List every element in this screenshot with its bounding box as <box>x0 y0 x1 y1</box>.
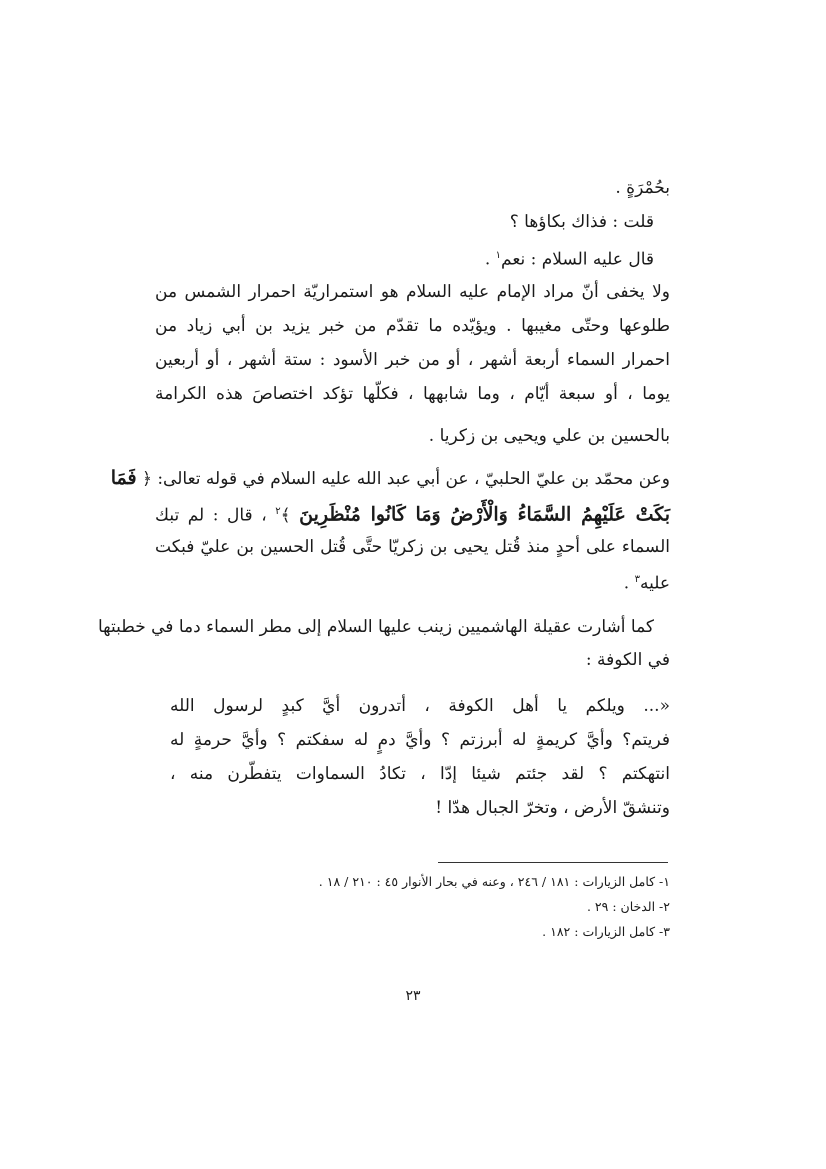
text: ، قال : لم تبك <box>155 505 276 526</box>
quran-verse: فَمَا <box>110 467 137 489</box>
quote-line: «... ويلكم يا أهل الكوفة ، أتدرون أيَّ كبدٍ لرسول الله <box>170 696 670 716</box>
quote-line: انتهكتم ؟ لقد جئتم شيئا إدّا ، تكادُ السماوات يتفطّرن منه ، <box>170 764 670 784</box>
text-line: ولا يخفى أنّ مراد الإمام عليه السلام هو استمراريّة احمرار الشمس من <box>155 282 670 302</box>
quote-line: وتنشقّ الأرض ، وتخرّ الجبال هدّا ! <box>435 798 670 818</box>
text-line: بحُمْرَةٍ . <box>615 178 670 198</box>
text: . <box>484 249 496 270</box>
text-line: بالحسين بن علي ويحيى بن زكريا . <box>428 426 670 446</box>
text: . <box>623 573 635 594</box>
text-line: في الكوفة : <box>585 650 670 670</box>
text-line: السماء على أحدٍ منذ قُتل يحيى بن زكريّا حتَّى قُتل الحسين بن عليّ فبكت <box>155 537 670 557</box>
footnote: ٢- الدخان : ٢٩ . <box>586 899 670 914</box>
footnote-divider <box>438 862 668 863</box>
footnote-ref[interactable]: ٣ <box>634 574 640 585</box>
text: وعن محمّد بن عليّ الحلبيّ ، عن أبي عبد الله عليه السلام في قوله تعالى: ﴿ <box>141 469 670 489</box>
text-line <box>624 568 670 596</box>
text-line <box>155 500 670 528</box>
text-line: طلوعها وحتّى مغيبها . ويؤيّده ما تقدّم من خبر يزيد بن أبي زياد من <box>155 316 670 336</box>
text-line: قلت : فذاك بكاؤها ؟ <box>509 212 654 232</box>
text: قال عليه السلام : نعم <box>501 249 654 270</box>
page-number: ٢٣ <box>405 988 421 1004</box>
footnote: ١- كامل الزيارات : ١٨١ / ٢٤٦ ، وعنه في بحار الأنوار ٤٥ : ٢١٠ / ١٨ . <box>318 874 670 889</box>
text: عليه <box>639 573 670 594</box>
quote-line: فريتم؟ وأيَّ كريمةٍ له أبرزتم ؟ وأيَّ دمٍ له سفكتم ؟ وأيَّ حرمةٍ له <box>170 730 670 750</box>
footnote-ref[interactable]: ٢ <box>275 506 281 517</box>
text-line <box>110 466 670 491</box>
footnote-ref[interactable]: ١ <box>495 250 501 261</box>
text-line: يوما ، أو سبعة أيّام ، وما شابهها ، فكلّها تؤكد اختصاصَ هذه الكرامة <box>155 384 670 404</box>
text-line: احمرار السماء أربعة أشهر ، أو من خبر الأسود : ستة أشهر ، أو أربعين <box>155 350 670 370</box>
text-line <box>485 244 654 272</box>
footnote: ٣- كامل الزيارات : ١٨٢ . <box>542 924 670 939</box>
text: ﴾ <box>280 505 291 526</box>
text-line: كما أشارت عقيلة الهاشميين زينب عليها السلام إلى مطر السماء دما في خطبتها <box>98 617 654 637</box>
quran-verse: بَكَتْ عَلَيْهِمُ السَّمَاءُ وَالْأَرْضُ وَمَا كَانُوا مُنْظَرِينَ <box>299 503 671 526</box>
